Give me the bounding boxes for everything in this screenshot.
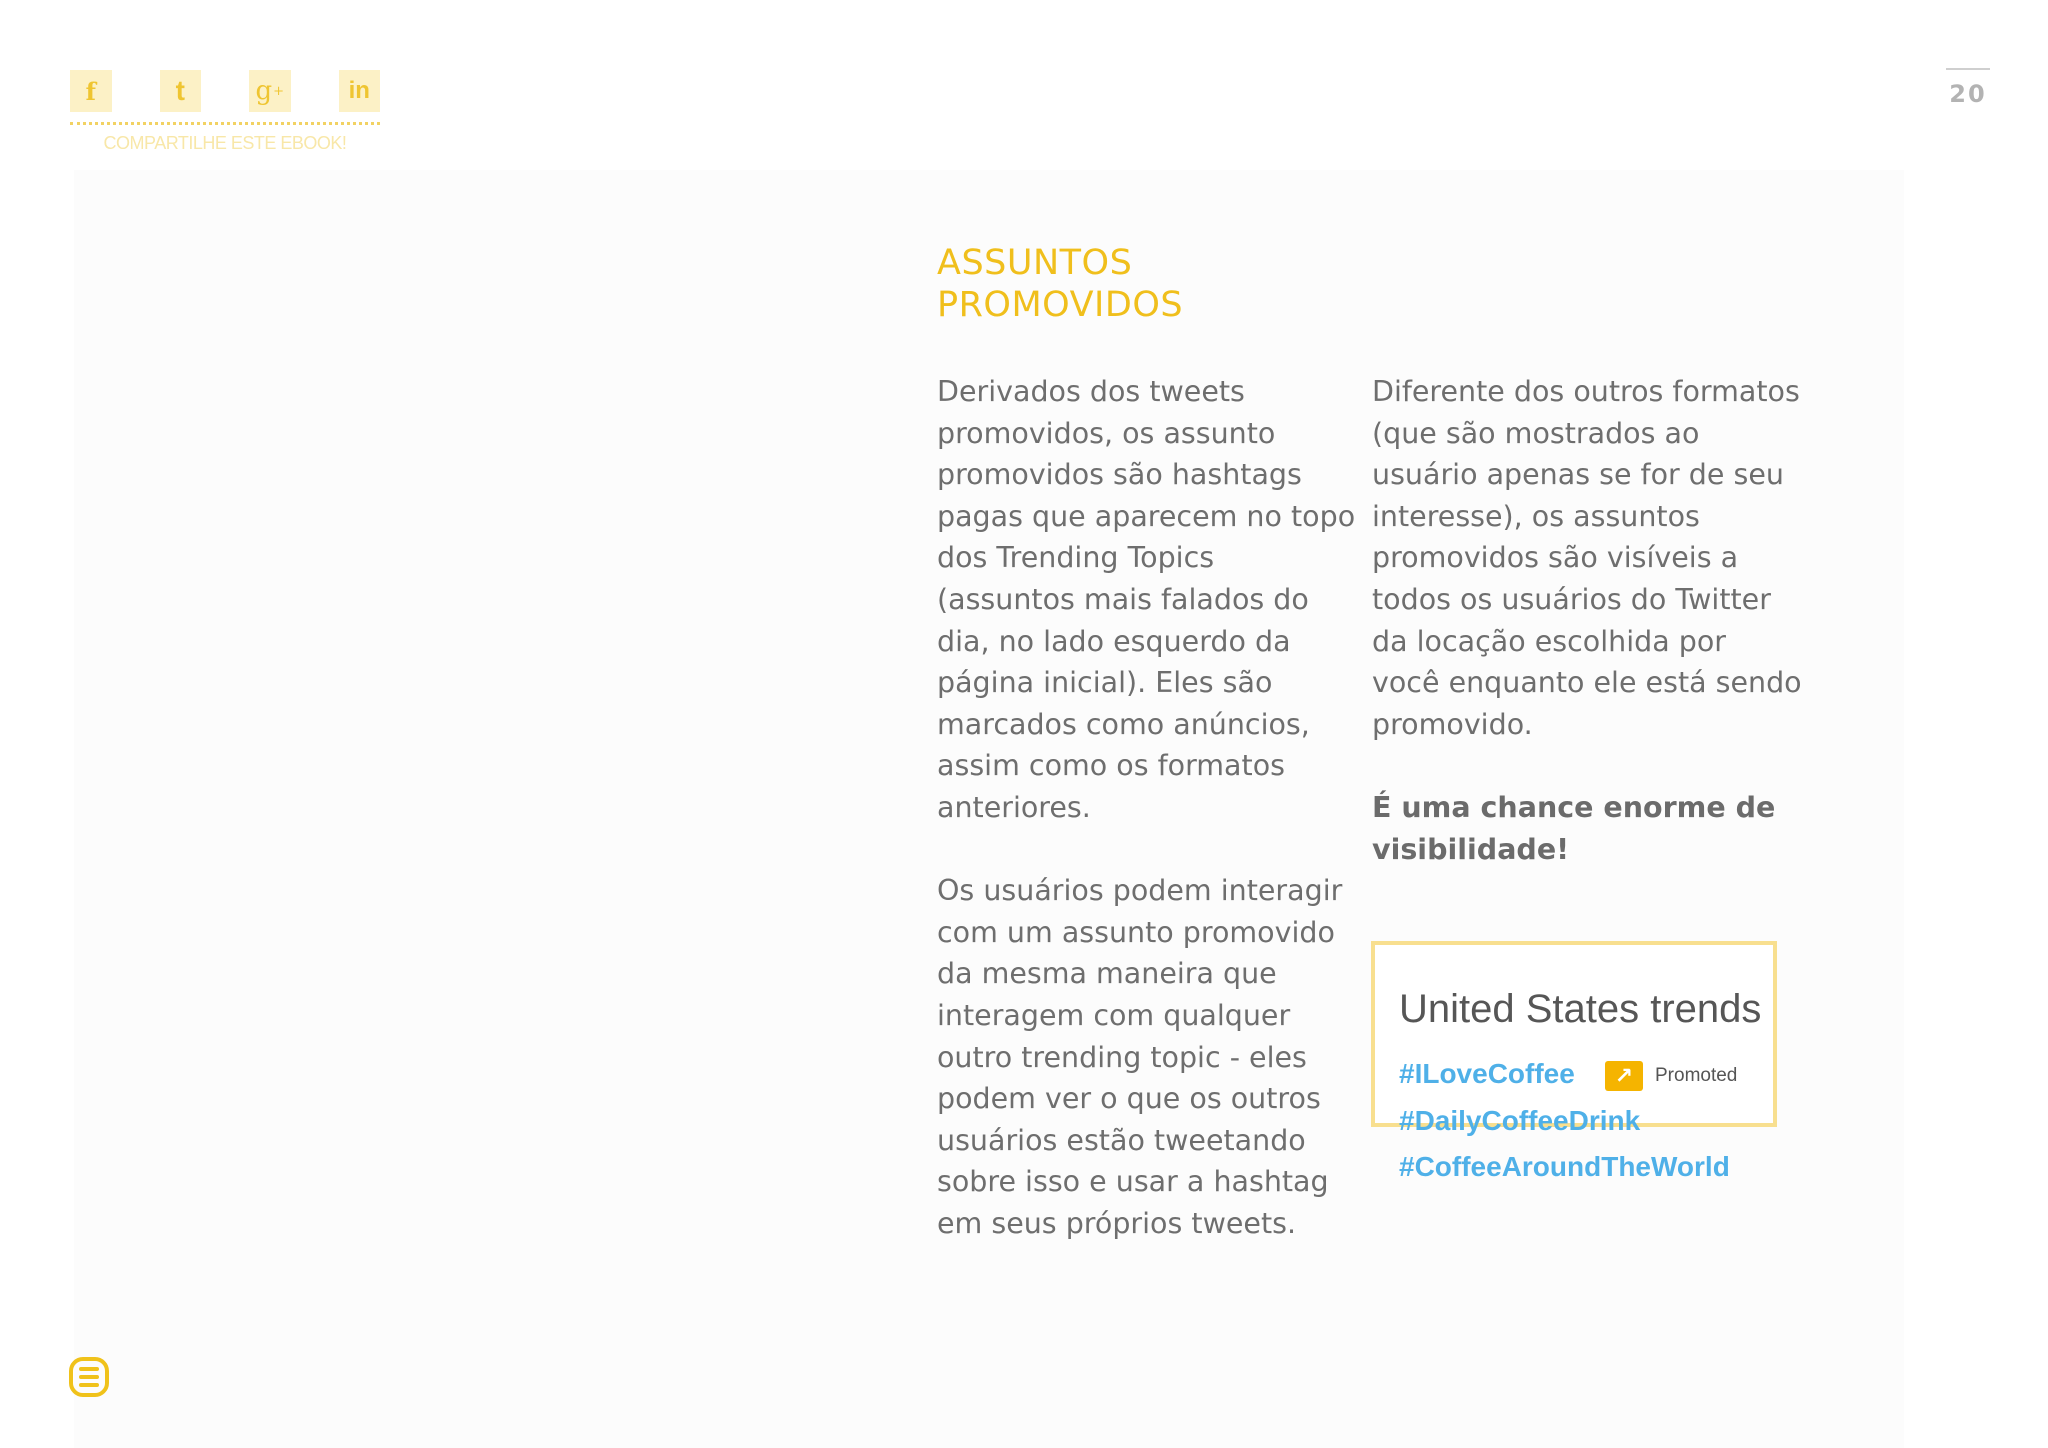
share-icons: [70, 70, 380, 112]
left-column: [937, 371, 1357, 1286]
trend-hashtag: #CoffeeAroundTheWorld: [1399, 1151, 1730, 1182]
promoted-badge: [1605, 1061, 1737, 1091]
menu-icon-bar: [79, 1375, 99, 1379]
page-number-rule: [1946, 68, 1990, 70]
share-bar: [70, 70, 380, 154]
section-title-line1: ASSUNTOS: [937, 243, 1133, 283]
google-plus-sup: +: [273, 83, 285, 99]
google-plus-icon[interactable]: [249, 70, 291, 112]
callout-text: É uma chance enorme de visibilidade!: [1372, 790, 1776, 866]
left-paragraph-2: Os usuários podem interagir com um assunto promovido da mesma maneira que interagem com qualquer outro trending topic - eles podem ver o que os outros usuários estão tweetando sobre isso e usar a hashtag em seus próprios tweets.: [937, 874, 1343, 1240]
twitter-icon[interactable]: [160, 70, 202, 112]
left-paragraph-1: Derivados dos tweets promovidos, os assunto promovidos são hashtags pagas que aparecem no topo dos Trending Topics (assuntos mais falados do dia, no lado esquerdo da página inicial). Eles são marcados como anúncios, assim como os formatos anteriores.: [937, 375, 1356, 824]
arrow-up-right-icon: ↗: [1605, 1061, 1643, 1091]
trends-title: United States trends: [1399, 987, 1762, 1031]
page-number: 20: [1949, 80, 1987, 108]
share-divider: [70, 122, 380, 125]
menu-icon-bar: [79, 1367, 99, 1371]
linkedin-icon[interactable]: [339, 70, 381, 112]
trend-hashtag: #DailyCoffeeDrink: [1399, 1105, 1641, 1136]
share-caption: COMPARTILHE ESTE EBOOK!: [103, 133, 347, 153]
linkedin-glyph: in: [348, 77, 370, 104]
section-title-line2: PROMOVIDOS: [937, 285, 1184, 325]
promoted-label: Promoted: [1655, 1065, 1738, 1086]
google-plus-glyph: g: [255, 76, 273, 106]
right-column: [1372, 371, 1802, 912]
trends-screenshot: [1371, 941, 1777, 1182]
facebook-glyph: f: [85, 76, 96, 106]
twitter-glyph: t: [175, 75, 185, 106]
facebook-icon[interactable]: [70, 70, 112, 112]
menu-icon[interactable]: [69, 1357, 109, 1397]
trend-hashtag: #ILoveCoffee: [1399, 1058, 1575, 1089]
menu-icon-bar: [79, 1383, 99, 1387]
section-title: [937, 242, 1183, 326]
right-paragraph-1: Diferente dos outros formatos (que são mostrados ao usuário apenas se for de seu interesse), os assuntos promovidos são visíveis a todos os usuários do Twitter da locação escolhida por você enquanto ele está sendo promovido.: [1372, 375, 1802, 741]
